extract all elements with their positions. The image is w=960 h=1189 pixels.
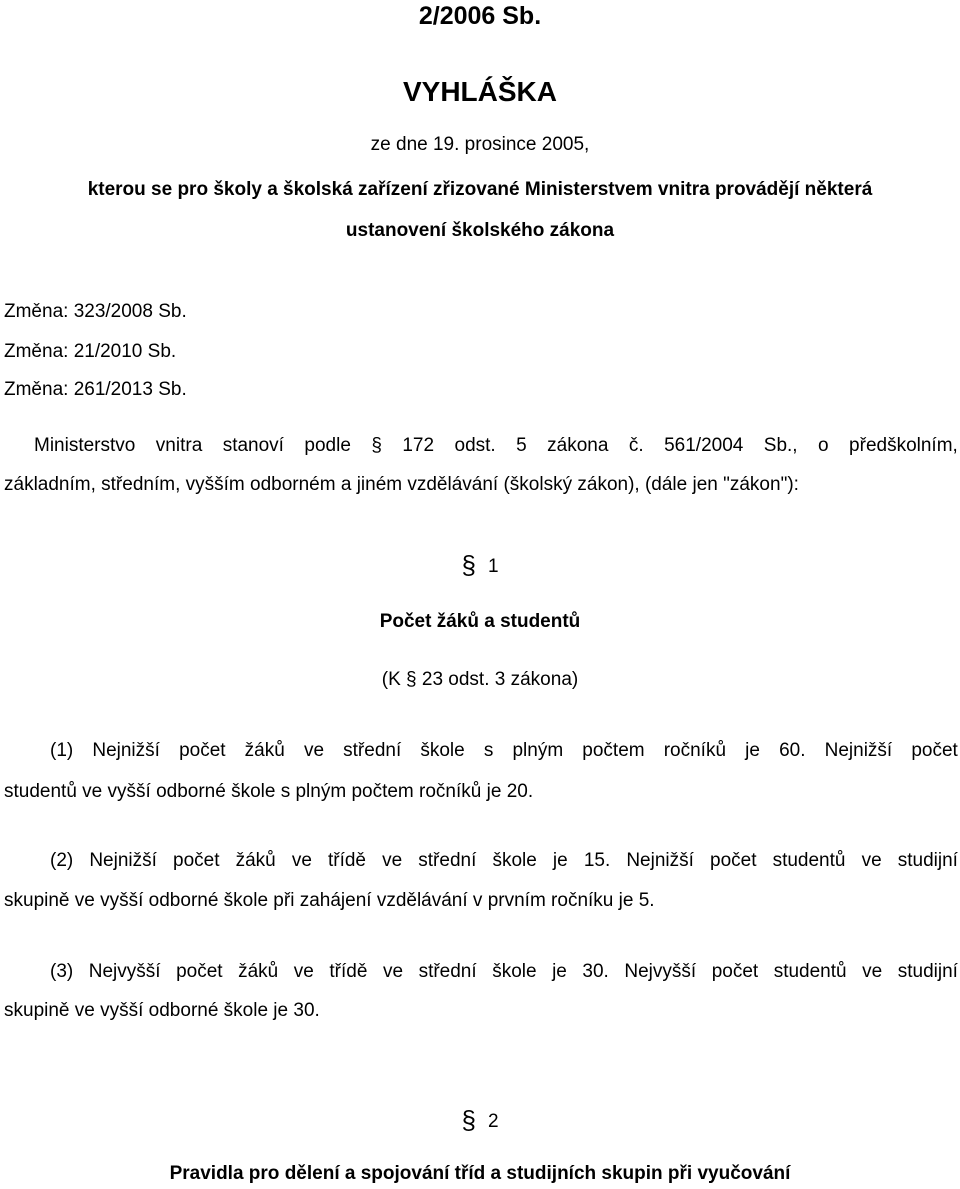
section-sign: § (461, 1105, 476, 1135)
paragraph-1-line-1: (1) Nejnižší počet žáků ve střední škole s plným počtem ročníků je 60. Nejnižší počet (50, 740, 958, 761)
section-1-mark (0, 552, 960, 578)
document-date: ze dne 19. prosince 2005, (370, 134, 590, 155)
section-1-heading: Počet žáků a studentů (379, 611, 581, 632)
document-number: 2/2006 Sb. (418, 2, 542, 30)
paragraph-1-line-2: studentů ve vyšší odborné škole s plným počtem ročníků je 20. (4, 781, 534, 802)
paragraph-3-line-2: skupině ve vyšší odborné škole je 30. (4, 1000, 320, 1021)
document-title-line-2: ustanovení školského zákona (345, 220, 615, 241)
paragraph-2-line-1: (2) Nejnižší počet žáků ve třídě ve střední škole je 15. Nejnižší počet studentů ve studijní (50, 850, 958, 871)
section-2-heading: Pravidla pro dělení a spojování tříd a studijních skupin při vyučování (169, 1163, 791, 1184)
amendment-1: Změna: 323/2008 Sb. (4, 301, 187, 322)
amendment-3: Změna: 261/2013 Sb. (4, 379, 187, 400)
section-sign: § (461, 550, 476, 580)
section-2-number: 2 (487, 1111, 499, 1132)
intro-line-2: základním, středním, vyšším odborném a jiném vzdělávání (školský zákon), (dále jen "zákon"): (4, 474, 799, 495)
intro-line-1: Ministerstvo vnitra stanoví podle § 172 odst. 5 zákona č. 561/2004 Sb., o předškolním, (34, 435, 958, 456)
section-1-reference: (K § 23 odst. 3 zákona) (381, 669, 579, 690)
document-type: VYHLÁŠKA (402, 76, 557, 107)
paragraph-3-line-1: (3) Nejvyšší počet žáků ve třídě ve střední škole je 30. Nejvyšší počet studentů ve studijní (50, 961, 958, 982)
section-2-mark (0, 1107, 960, 1133)
section-1-number: 1 (487, 556, 499, 577)
paragraph-2-line-2: skupině ve vyšší odborné škole při zahájení vzdělávání v prvním ročníku je 5. (4, 890, 655, 911)
document-title-line-1: kterou se pro školy a školská zařízení zřizované Ministerstvem vnitra provádějí některá (87, 179, 873, 200)
amendment-2: Změna: 21/2010 Sb. (4, 341, 177, 362)
